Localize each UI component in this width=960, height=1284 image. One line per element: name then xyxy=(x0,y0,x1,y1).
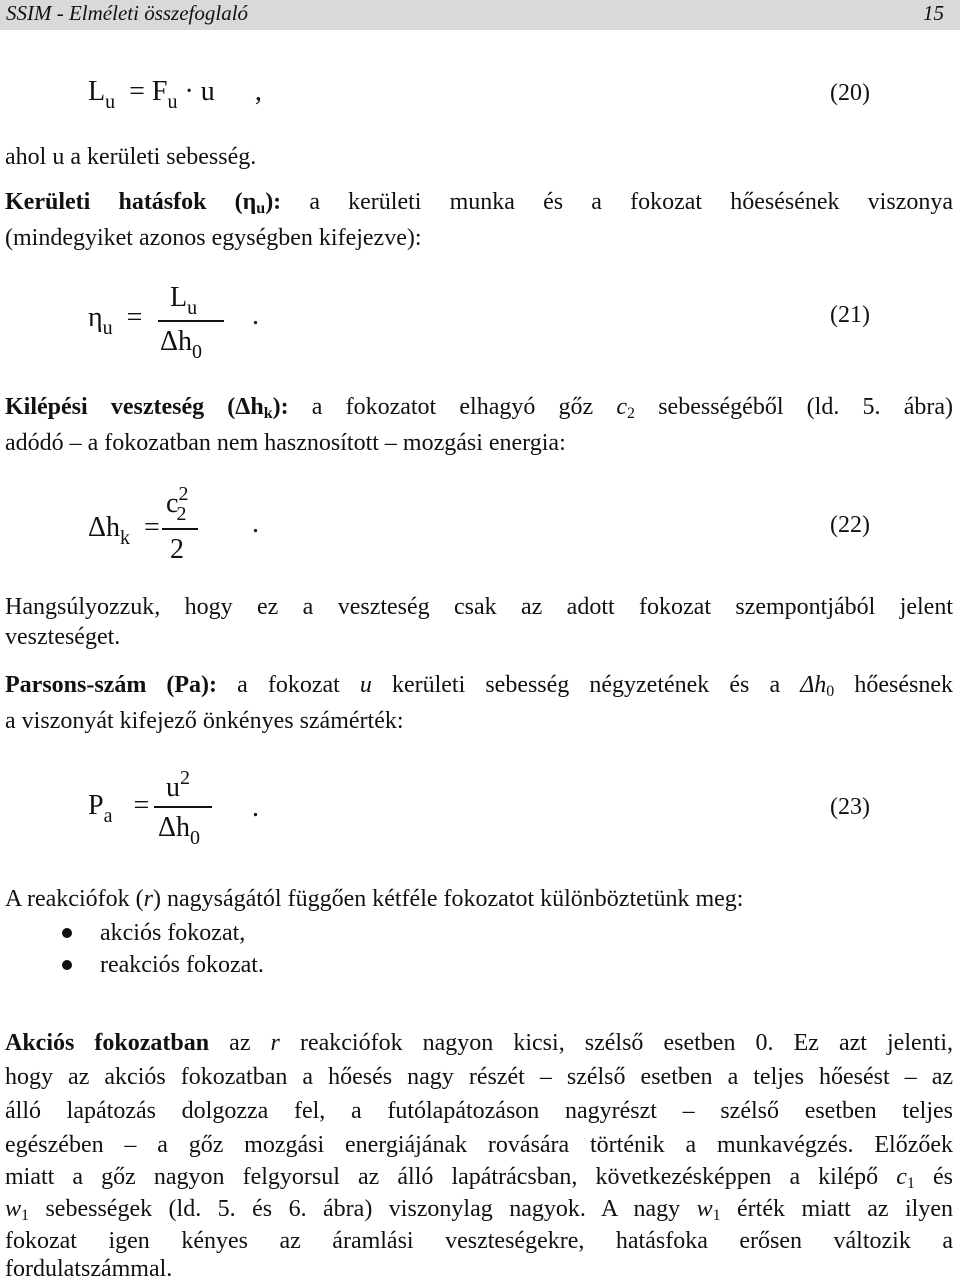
equation-21-label: (21) xyxy=(830,302,870,328)
equation-23-label: (23) xyxy=(830,794,870,820)
bullet-icon xyxy=(62,960,72,970)
equation-22-label: (22) xyxy=(830,512,870,538)
paragraph-reakciofok: A reakciófok (r) nagyságától függően kétféle fokozatot különböztetünk meg: xyxy=(5,886,744,912)
eq21-dot: . xyxy=(252,300,259,331)
eq22-denominator: 2 xyxy=(170,534,184,565)
page-number: 15 xyxy=(923,1,944,25)
paragraph-akcios-line3: álló lapátozás dolgozza fel, a futólapátozáson nagyrészt – szélső esetben teljes xyxy=(5,1098,953,1124)
equation-20: $L_u = F_u \cdot u$ , xyxy=(88,76,262,113)
eq22-numerator: $c^2_2$ xyxy=(166,483,189,525)
list-item-akcios: akciós fokozat, xyxy=(100,920,246,946)
eq21-denominator: $\Delta h_0$ xyxy=(160,326,203,363)
list-item-reakcios: reakciós fokozat. xyxy=(100,952,264,978)
eq23-dot: . xyxy=(252,792,259,823)
paragraph-hangsulyozzuk-line1: Hangsúlyozzuk, hogy ez a veszteség csak az adott fokozat szempontjából jelent xyxy=(5,594,953,620)
equation-21: $\eta_u$ = xyxy=(88,302,143,339)
paragraph-akcios-line1: Akciós fokozatban az r reakciófok nagyon kicsi, szélső esetben 0. Ez azt jelenti, xyxy=(5,1030,953,1056)
paragraph-keruleti-line1: Kerületi hatásfok (ηu): a kerületi munka és a fokozat hőesésének viszonya xyxy=(5,189,953,217)
equation-22: $\Delta h_k$ = xyxy=(88,512,160,549)
eq21-fraction-bar xyxy=(158,320,224,322)
header-title: SSIM - Elméleti összefoglaló xyxy=(6,1,249,25)
eq22-dot: . xyxy=(252,508,259,539)
equation-20-label: (20) xyxy=(830,80,870,106)
paragraph-kilepesi-line2: adódó – a fokozatban nem hasznosított – mozgási energia: xyxy=(5,430,566,456)
paragraph-akcios-line5: miatt a gőz nagyon felgyorsul az álló lapátrácsban, következésképpen a kilépő c1 és xyxy=(5,1164,953,1192)
bullet-icon xyxy=(62,928,72,938)
eq21-numerator: $L_u$ xyxy=(170,282,198,319)
eq23-fraction-bar xyxy=(154,806,212,808)
eq23-denominator: $\Delta h_0$ xyxy=(158,812,201,849)
paragraph-akcios-line8: fordulatszámmal. xyxy=(5,1256,173,1282)
page-header xyxy=(0,0,960,30)
paragraph-akcios-line6: w1 sebességek (ld. 5. és 6. ábra) viszonylag nagyok. A nagy w1 érték miatt az ilyen xyxy=(5,1196,953,1224)
paragraph-ahol: ahol u a kerületi sebesség. xyxy=(5,144,257,170)
paragraph-parsons-line2: a viszonyát kifejező önkényes számérték: xyxy=(5,708,404,734)
eq23-numerator: $u^2$ xyxy=(166,767,190,803)
paragraph-akcios-line4: egészében – a gőz mozgási energiájának rovására történik a munkavégzés. Előzőek xyxy=(5,1132,953,1158)
paragraph-akcios-line7: fokozat igen kényes az áramlási veszteségekre, hatásfoka erősen változik a xyxy=(5,1228,953,1254)
paragraph-kilepesi-line1: Kilépési veszteség (Δhk): a fokozatot elhagyó gőz c2 sebességéből (ld. 5. ábra) xyxy=(5,394,953,422)
eq22-fraction-bar xyxy=(162,528,198,530)
paragraph-hangsulyozzuk-line2: veszteséget. xyxy=(5,624,121,650)
paragraph-keruleti-line2: (mindegyiket azonos egységben kifejezve): xyxy=(5,225,422,251)
equation-23: $P_a$ = xyxy=(88,790,150,827)
paragraph-parsons-line1: Parsons-szám (Pa): a fokozat u kerületi sebesség négyzetének és a Δh0 hőesésnek xyxy=(5,672,953,700)
paragraph-akcios-line2: hogy az akciós fokozatban a hőesés nagy részét – szélső esetben a teljes hőesést – az xyxy=(5,1064,953,1090)
